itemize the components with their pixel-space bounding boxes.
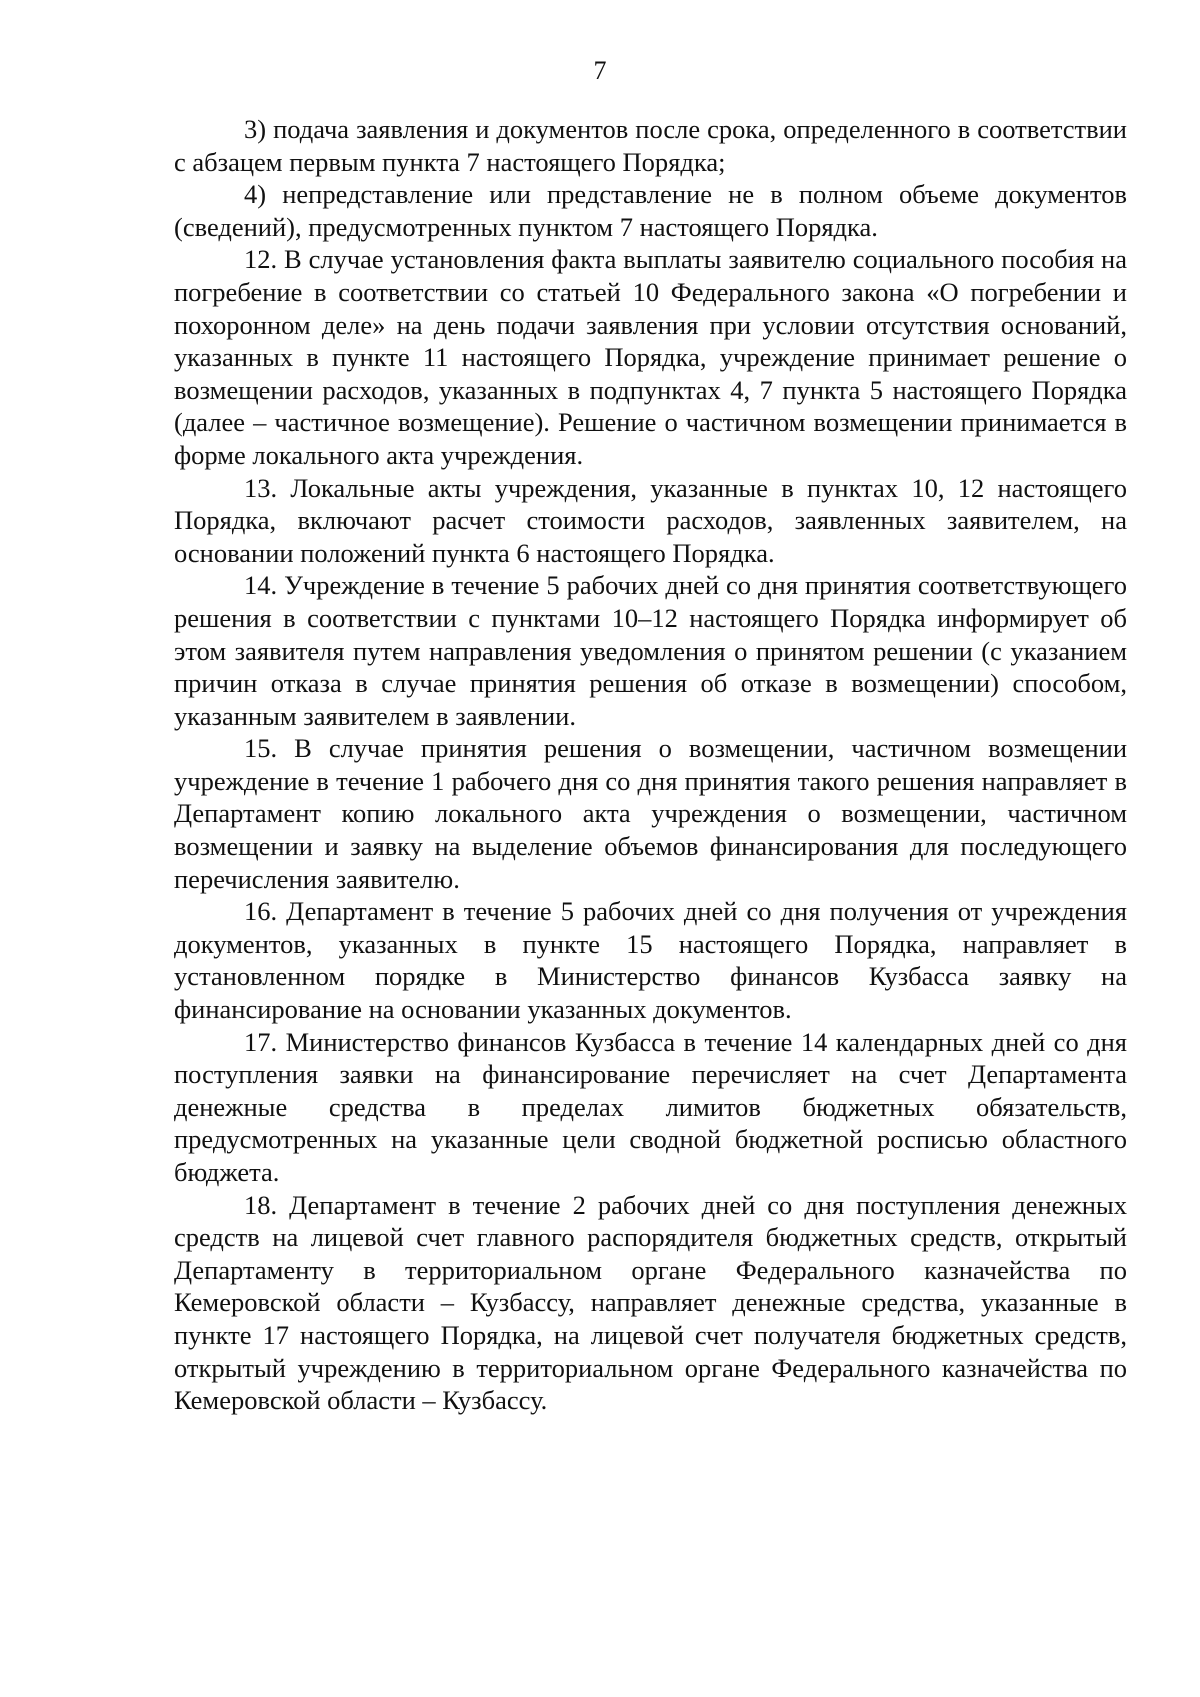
- paragraph-12: 12. В случае установления факта выплаты заявителю социального пособия на погребение в соответствии со статьей 10 Федерального закона «О погребении и похоронном деле» на день подачи заявления при условии отсутствия оснований, указанных в пункте 11 настоящего Порядка, учреждение принимает решение о возмещении расходов, указанных в подпунктах 4, 7 пункта 5 настоящего Порядка (далее – частичное возмещение). Решение о частичном возмещении принимается в форме локального акта учреждения.: [174, 244, 1127, 470]
- paragraph-18: 18. Департамент в течение 2 рабочих дней со дня поступления денежных средств на лицевой счет главного распорядителя бюджетных средств, открытый Департаменту в территориальном органе Федерального казначейства по Кемеровской области – Кузбассу, направляет денежные средства, указанные в пункте 17 настоящего Порядка, на лицевой счет получателя бюджетных средств, открытый учреждению в территориальном органе Федерального казначейства по Кемеровской области – Кузбассу.: [174, 1189, 1127, 1416]
- page-number: 7: [593, 56, 607, 85]
- document-body: [174, 113, 1127, 1417]
- paragraph-15: 15. В случае принятия решения о возмещении, частичном возмещении учреждение в течение 1 рабочего дня со дня принятия такого решения направляет в Департамент копию локального акта учреждения о возмещении, частичном возмещении и заявку на выделение объемов финансирования для последующего перечисления заявителю.: [174, 733, 1127, 894]
- paragraph-13: 13. Локальные акты учреждения, указанные в пунктах 10, 12 настоящего Порядка, включают расчет стоимости расходов, заявленных заявителем, на основании положений пункта 6 настоящего Порядка.: [174, 472, 1127, 568]
- paragraph-14: 14. Учреждение в течение 5 рабочих дней со дня принятия соответствующего решения в соответствии с пунктами 10–12 настоящего Порядка информирует об этом заявителя путем направления уведомления о принятом решении (с указанием причин отказа в случае принятия решения об отказе в возмещении) способом, указанным заявителем в заявлении.: [174, 570, 1127, 731]
- paragraph-item-4: 4) непредставление или представление не в полном объеме документов (сведений), предусмотренных пунктом 7 настоящего Порядка.: [174, 179, 1127, 242]
- paragraph-17: 17. Министерство финансов Кузбасса в течение 14 календарных дней со дня поступления заявки на финансирование перечисляет на счет Департамента денежные средства в пределах лимитов бюджетных обязательств, предусмотренных на указанные цели сводной бюджетной росписью областного бюджета.: [174, 1026, 1127, 1187]
- paragraph-16: 16. Департамент в течение 5 рабочих дней со дня получения от учреждения документов, указанных в пункте 15 настоящего Порядка, направляет в установленном порядке в Министерство финансов Кузбасса заявку на финансирование на основании указанных документов.: [174, 896, 1127, 1025]
- paragraph-item-3: 3) подача заявления и документов после срока, определенного в соответствии с абзацем первым пункта 7 настоящего Порядка;: [174, 114, 1127, 177]
